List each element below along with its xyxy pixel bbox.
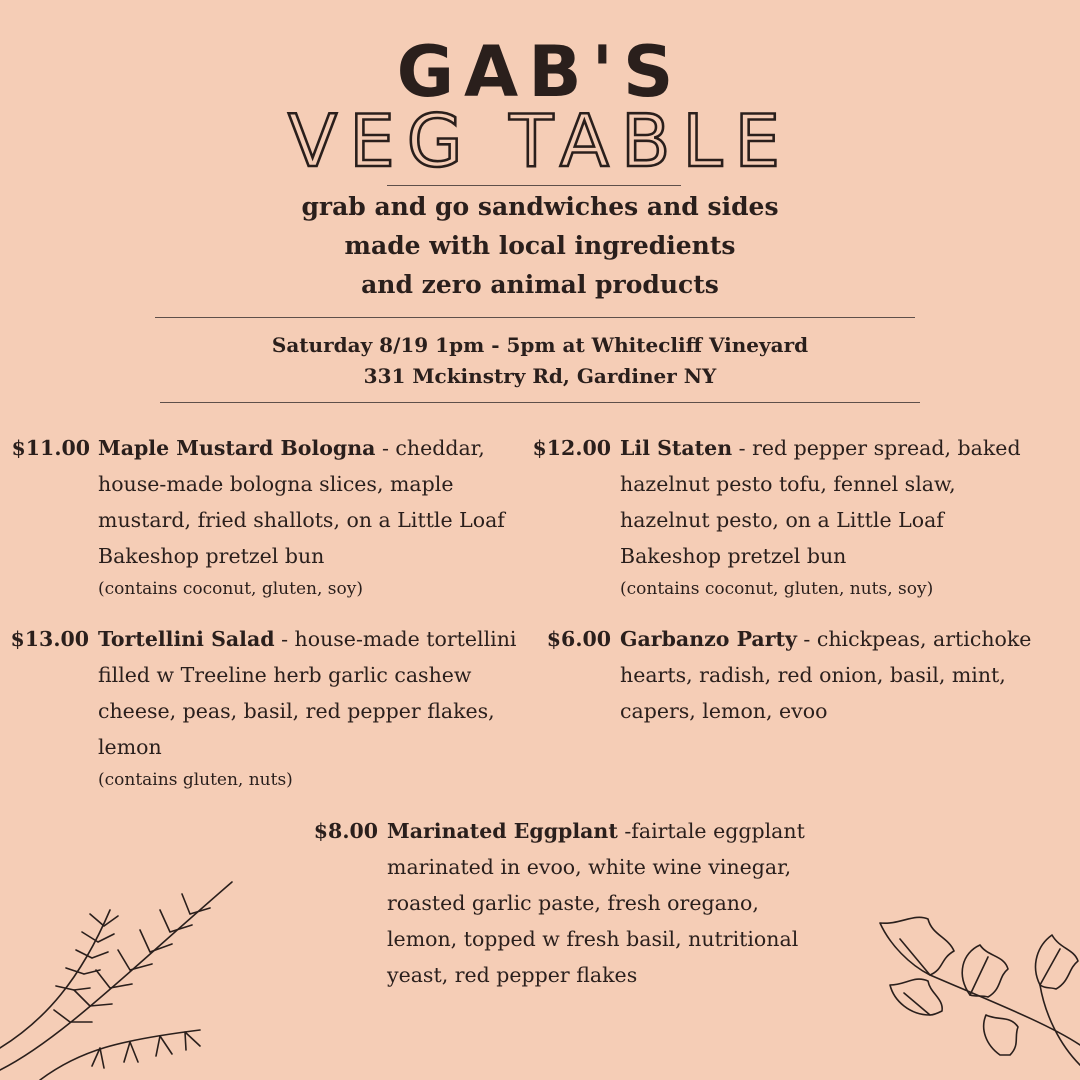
menu-item-line-4: Bakeshop pretzel bun	[98, 544, 325, 568]
title-line-2: VEG TABLE	[287, 99, 793, 183]
divider-top	[387, 185, 681, 186]
menu-item-line-2: house-made bologna slices, maple	[98, 472, 454, 496]
event-address: 331 Mckinstry Rd, Gardiner NY	[363, 364, 717, 388]
menu-item-name: Maple Mustard Bologna	[98, 436, 376, 460]
menu-item-line-4: Bakeshop pretzel bun	[620, 544, 847, 568]
menu-item-description	[98, 430, 505, 604]
menu-item-name: Tortellini Salad	[98, 627, 275, 651]
menu-item-line-4: lemon	[98, 735, 162, 759]
menu-item-line-3: capers, lemon, evoo	[620, 699, 828, 723]
event-info	[0, 330, 1080, 392]
menu-item-allergens: (contains gluten, nuts)	[98, 770, 293, 790]
menu-item-name: Marinated Eggplant	[387, 819, 618, 843]
menu-item-line-1: -fairtale eggplant	[617, 819, 805, 843]
menu-item-price: $6.00	[546, 627, 611, 651]
menu-item-price: $13.00	[10, 627, 89, 651]
tagline	[0, 187, 1080, 304]
menu-item-name: Lil Staten	[620, 436, 733, 460]
menu-item-price: $12.00	[532, 436, 611, 460]
menu-item-price: $11.00	[11, 436, 90, 460]
menu-item-line-2: hazelnut pesto tofu, fennel slaw,	[620, 472, 956, 496]
menu-item-line-3: hazelnut pesto, on a Little Loaf	[620, 508, 944, 532]
menu-item-description	[387, 813, 805, 993]
tagline-line-2: made with local ingredients	[344, 231, 736, 260]
menu-item-line-1: - cheddar,	[375, 436, 485, 460]
menu-item-price: $8.00	[313, 819, 378, 843]
title-line-1: GAB'S	[396, 31, 684, 113]
menu-item-allergens: (contains coconut, gluten, nuts, soy)	[620, 579, 934, 599]
menu-item-name: Garbanzo Party	[620, 627, 797, 651]
menu-item-description	[620, 621, 1031, 729]
menu-item-line-2: filled w Treeline herb garlic cashew	[98, 663, 472, 687]
divider-middle	[155, 317, 915, 318]
menu-item-line-1: - chickpeas, artichoke	[796, 627, 1032, 651]
menu-item-description	[98, 621, 516, 795]
divider-bottom	[160, 402, 920, 403]
menu-item-line-3: roasted garlic paste, fresh oregano,	[387, 891, 759, 915]
tagline-line-1: grab and go sandwiches and sides	[301, 192, 779, 221]
menu-item-line-3: cheese, peas, basil, red pepper flakes,	[98, 699, 495, 723]
dill-illustration-icon	[0, 870, 260, 1080]
menu-item-line-1: - house-made tortellini	[274, 627, 517, 651]
menu-item-line-4: lemon, topped w fresh basil, nutritional	[387, 927, 799, 951]
menu-item-allergens: (contains coconut, gluten, soy)	[98, 579, 363, 599]
menu-item-line-3: mustard, fried shallots, on a Little Loaf	[98, 508, 505, 532]
menu-item-line-5: yeast, red pepper flakes	[387, 963, 638, 987]
event-datetime-location: Saturday 8/19 1pm - 5pm at Whitecliff Vineyard	[271, 333, 809, 357]
menu-item-line-1: - red pepper spread, baked	[732, 436, 1021, 460]
parsley-illustration-icon	[870, 905, 1080, 1080]
menu-item-description	[620, 430, 1021, 604]
menu-item-line-2: marinated in evoo, white wine vinegar,	[387, 855, 792, 879]
tagline-line-3: and zero animal products	[361, 270, 719, 299]
menu-item-line-2: hearts, radish, red onion, basil, mint,	[620, 663, 1006, 687]
